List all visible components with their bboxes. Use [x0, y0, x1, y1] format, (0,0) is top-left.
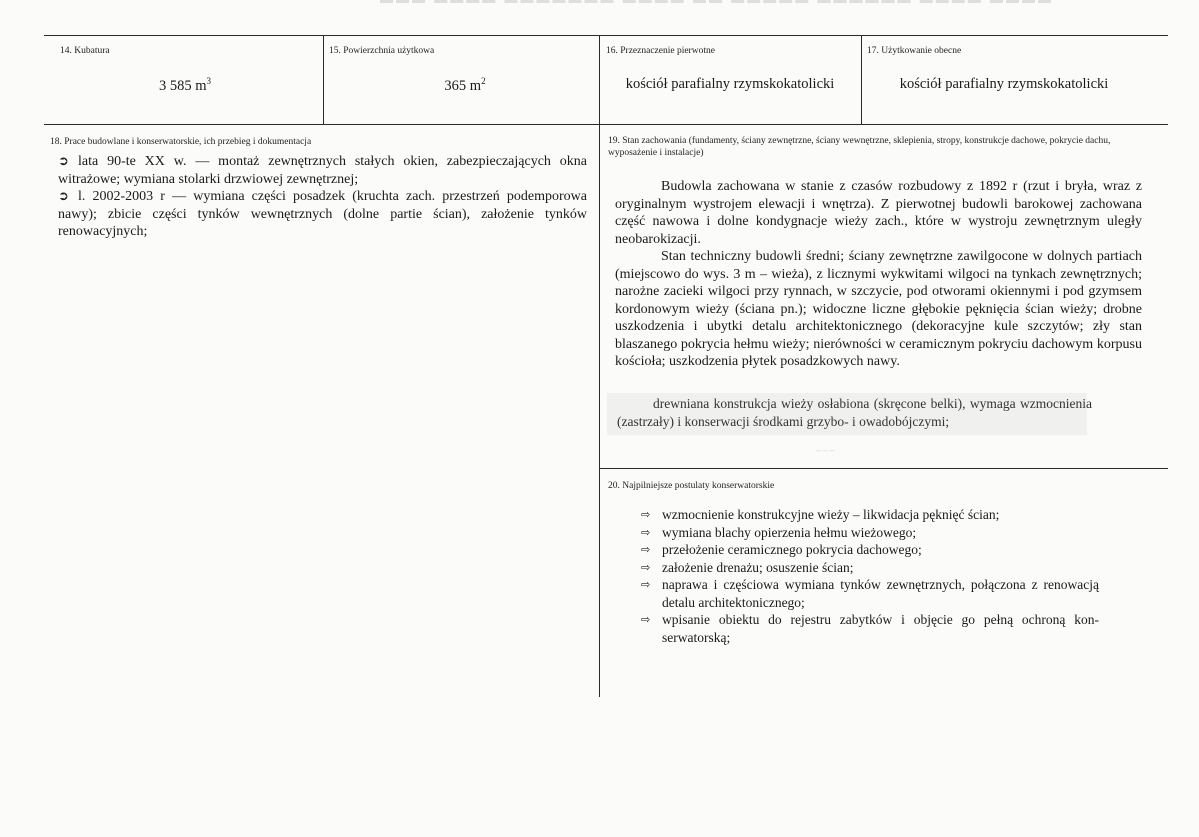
kubatura-value — [110, 76, 260, 95]
section19-label: 19. Stan zachowania (fundamenty, ściany zewnętrzne, ściany wewnętrzne, sklepienia, stropy, konstrukcje dachowe, pokrycie dachu, wyposażenie i instalacje) — [608, 136, 1111, 158]
section19-paragraph-3-text: drewniana konstrukcja wieży osłabiona (skręcone belki), wymaga wzmocnienia (zastrzały) i konserwacji środkami grzybo- i owadobójczymi; — [617, 396, 1092, 429]
arrow-right-outline-icon: ⇨ — [641, 525, 651, 539]
postulat-item — [641, 576, 1099, 611]
section18-item-text: l. 2002-2003 r — wymiana części posadzek (kruchta zach. przestrzeń podemporowa nawy); zbicie części tynków wewnętrznych (dolne partie ścian), założenie tynków renowacyjnych; — [58, 189, 587, 239]
postulat-item — [641, 559, 1099, 577]
postulat-item-text: wymiana blachy opierzenia hełmu wieżowego; — [662, 524, 917, 540]
uzytkowanie-value: kościół parafialny rzymskokatolicki — [899, 76, 1109, 92]
top-border — [44, 35, 1168, 36]
powierzchnia-value — [390, 76, 540, 95]
section19-paragraph-1: Budowla zachowana w stanie z czasów rozbudowy z 1892 r (rzut i bryła, wraz z oryginalnym wystrojem elewacji i wnętrza). Z pierwotnej budowli barokowej zachowana część nawowa i dolne kondygnacje wieży zach., które w wystroju zewnętrznym uległy neobarokizacji. — [615, 179, 1142, 247]
header-divider-2 — [599, 35, 600, 125]
section19-bottom-border — [599, 468, 1168, 469]
section19-body — [615, 178, 1142, 371]
section18-body — [58, 153, 587, 241]
postulat-item-text: przełożenie ceramicznego pokrycia dachowego; — [662, 542, 922, 557]
arrow-right-outline-icon: ⇨ — [641, 508, 651, 521]
postulat-item — [641, 506, 1099, 524]
postulat-item — [641, 611, 1099, 646]
postulat-item — [641, 524, 1099, 542]
powierzchnia-number: 365 m — [444, 78, 482, 94]
section19-paragraph-3 — [617, 395, 1092, 431]
kubatura-number: 3 585 m — [158, 78, 207, 94]
arrow-right-outline-icon: ⇨ — [641, 560, 651, 574]
arrow-right-solid-icon: ➲ — [58, 189, 69, 204]
kubatura-unit-exponent: 3 — [206, 76, 212, 86]
przeznaczenie-label: 16. Przeznaczenie pierwotne — [606, 46, 715, 56]
header-row-bottom-border — [44, 124, 1168, 125]
postulat-item-text: naprawa i częściowa wymiana tynków zewnętrznych, połączona z renowacją detalu architektonicznego; — [662, 577, 1099, 610]
postulat-item — [641, 541, 1099, 559]
uzytkowanie-label: 17. Użytkowanie obecne — [867, 46, 962, 56]
postulat-item-text: wpisanie obiektu do rejestru zabytków i objęcie go pełną ochroną konserwatorską; — [662, 612, 1099, 645]
powierzchnia-unit-exponent: 2 — [481, 76, 486, 86]
section19-paragraph-2: Stan techniczny budowli średni; ściany zewnętrzne zawilgocone w dolnych partiach (miejscowo do wys. 3 m – wieża), z licznymi wykwitami wilgoci na tynkach zewnętrznych; narożne zacieki wilgoci przy rynnach, w szczycie, pod otworami okiennymi i pod gzymsem kordonowym wieży (ściana pn.); widoczne liczne głębokie pęknięcia ścian wieży; drobne uszkodzenia i ubytki detalu architektonicznego (dekoracyjne kule szczytów; zły stan blaszanego pokrycia hełmu wieży; nierówności w ceramicznym pokryciu dachowym korpusu kościoła; uszkodzenia płytek posadzkowych nawy. — [615, 249, 1142, 369]
section18-item — [58, 188, 587, 241]
postulat-item-text: wzmocnienie konstrukcyjne wieży – likwidacja pęknięć ścian; — [662, 507, 1000, 522]
section20-label: 20. Najpilniejsze postulaty konserwatorskie — [608, 481, 775, 491]
arrow-right-outline-icon: ⇨ — [641, 613, 651, 626]
section20-list — [641, 506, 1099, 646]
scan-bleed-through — [380, 0, 1160, 5]
header-divider-3 — [861, 35, 862, 125]
arrow-right-outline-icon: ⇨ — [641, 578, 651, 591]
section18-item — [58, 153, 587, 188]
faint-scan-mark: ⁻⁻⁻ — [815, 445, 836, 460]
postulat-item-text: założenie drenażu; osuszenie ścian; — [662, 559, 854, 575]
arrow-right-solid-icon: ➲ — [58, 154, 69, 169]
main-divider — [599, 124, 600, 697]
arrow-right-outline-icon: ⇨ — [641, 543, 651, 556]
przeznaczenie-value: kościół parafialny rzymskokatolicki — [625, 76, 835, 92]
kubatura-label: 14. Kubatura — [60, 46, 110, 56]
header-divider-1 — [323, 35, 324, 125]
powierzchnia-label: 15. Powierzchnia użytkowa — [329, 46, 435, 56]
section18-item-text: lata 90-te XX w. — montaż zewnętrznych stałych okien, zabezpieczających okna witrażowe; wymiana stolarki drzwiowej zewnętrznej; — [58, 154, 587, 187]
section18-label: 18. Prace budowlane i konserwatorskie, ich przebieg i dokumentacja — [50, 137, 312, 147]
